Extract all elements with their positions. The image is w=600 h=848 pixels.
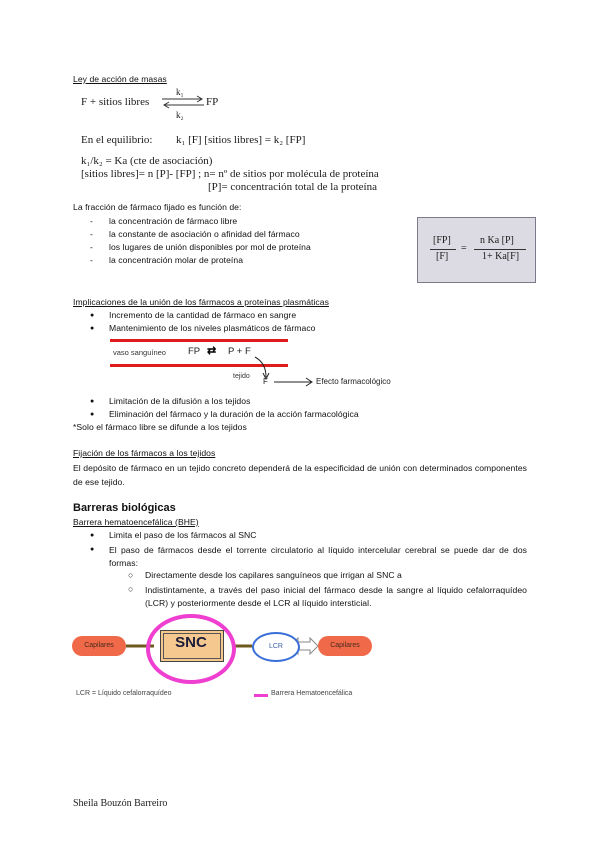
bullet-dot: ● (90, 325, 95, 332)
legend-lcr: LCR = Líquido cefalorraquídeo (76, 690, 172, 697)
list-item: Incremento de la cantidad de fármaco en sangre (109, 310, 297, 320)
vessel-wall-top (110, 339, 288, 342)
equilibrium-label: En el equilibrio: (81, 134, 153, 146)
capillary-left: Capilares (72, 636, 126, 656)
list-item: Limita el paso de los fármacos al SNC (109, 530, 257, 540)
complex-label: FP (188, 346, 201, 357)
dash-bullet: - (90, 216, 93, 226)
equation-right: FP (206, 96, 219, 108)
formula-lhs-numerator: [FP] (433, 235, 451, 246)
dash-bullet: - (90, 255, 93, 265)
list-item: la concentración de fármaco libre (109, 216, 238, 226)
bullet-dot: ● (90, 398, 95, 405)
legend-bhe: Barrera Hematoencefálica (271, 690, 353, 697)
equation-left: F + sitios libres (81, 96, 150, 108)
section-title-fixation: Fijación de los fármacos a los tejidos (73, 448, 216, 458)
sub-list-item: Directamente desde los capilares sanguíneos que irrigan al SNC a (145, 570, 402, 580)
section-title-barriers: Barreras biológicas (73, 502, 176, 514)
effect-arrow (273, 377, 315, 387)
bullet-dot: ● (90, 532, 95, 539)
dash-bullet: - (90, 229, 93, 239)
note-free-drug: *Solo el fármaco libre se difunde a los tejidos (73, 422, 247, 432)
dash-bullet: - (90, 242, 93, 252)
footer-author: Sheila Bouzón Barreiro (73, 798, 168, 809)
drug-label: F (263, 377, 268, 386)
association-constant: k₁/k₂ = Ka (cte de asociación) (81, 155, 213, 167)
list-item: Mantenimiento de los niveles plasmáticos de fármaco (109, 323, 316, 333)
free-species-label: P + F (228, 346, 251, 357)
equilibrium-expression: k₁ [F] [sitios libres] = k₂ [FP] (176, 134, 306, 146)
bullet-dot: ● (90, 312, 95, 319)
circle-bullet: ○ (128, 584, 134, 594)
section-title-mass-action: Ley de acción de masas (73, 74, 167, 84)
tissue-label: tejido (233, 373, 250, 380)
fraction-bar (430, 249, 456, 250)
snc-label: SNC (175, 634, 207, 651)
effect-label: Efecto farmacológico (316, 377, 391, 386)
equation-k1: k₁ (176, 87, 184, 97)
capillary-right: Capilares (318, 636, 372, 656)
formula-lhs-denominator: [F] (436, 251, 449, 262)
list-item: Limitación de la difusión a los tejidos (109, 396, 251, 406)
circle-bullet: ○ (128, 570, 134, 580)
lcr-node: LCR (252, 632, 300, 662)
vessel-label: vaso sanguíneo (113, 348, 166, 357)
section-title-implications: Implicaciones de la unión de los fármacos a proteínas plasmáticas (73, 297, 329, 307)
list-item: Eliminación del fármaco y la duración de la acción farmacológica (109, 409, 359, 419)
protein-concentration-definition: [P]= concentración total de la proteína (208, 181, 377, 193)
list-item: la constante de asociación o afinidad del fármaco (109, 229, 300, 239)
bhe-subtitle: Barrera hematoencefálica (BHE) (73, 517, 199, 527)
fixation-paragraph: El depósito de fármaco en un tejido concreto dependerá de la especificidad de unión con determinados componentes de ese tejido. (73, 463, 527, 487)
formula-equals: = (461, 243, 467, 254)
list-item: la concentración molar de proteína (109, 255, 244, 265)
equilibrium-arrows (160, 95, 206, 109)
fraction-bar (474, 249, 526, 250)
equation-k2: k₂ (176, 110, 184, 120)
sub-list-item: Indistintamente, a través del paso inicial del fármaco desde la sangre al líquido cefalorraquídeo (LCR) y posteriormente desde el LCR al líquido intersticial. (145, 585, 527, 608)
formula-rhs-numerator: n Ka [P] (480, 235, 514, 246)
bullet-dot: ● (90, 411, 95, 418)
list-item: los lugares de unión disponibles por mol de proteína (109, 242, 311, 252)
formula-rhs-denominator: 1+ Ka[F] (482, 251, 520, 262)
fraction-intro: La fracción de fármaco fijado es función de: (73, 202, 242, 212)
equilibrium-arrows-icon: ⇄ (207, 345, 217, 357)
binding-formula-box (417, 217, 536, 283)
free-sites-definition: [sitios libres]= n [P]- [FP] ; n= nº de sitios por molécula de proteína (81, 168, 379, 180)
bullet-dot: ● (90, 546, 95, 553)
legend-bhe-swatch (254, 694, 268, 697)
list-item: El paso de fármacos desde el torrente circulatorio al líquido intercelular cerebral se puede dar de dos formas: (109, 545, 527, 568)
